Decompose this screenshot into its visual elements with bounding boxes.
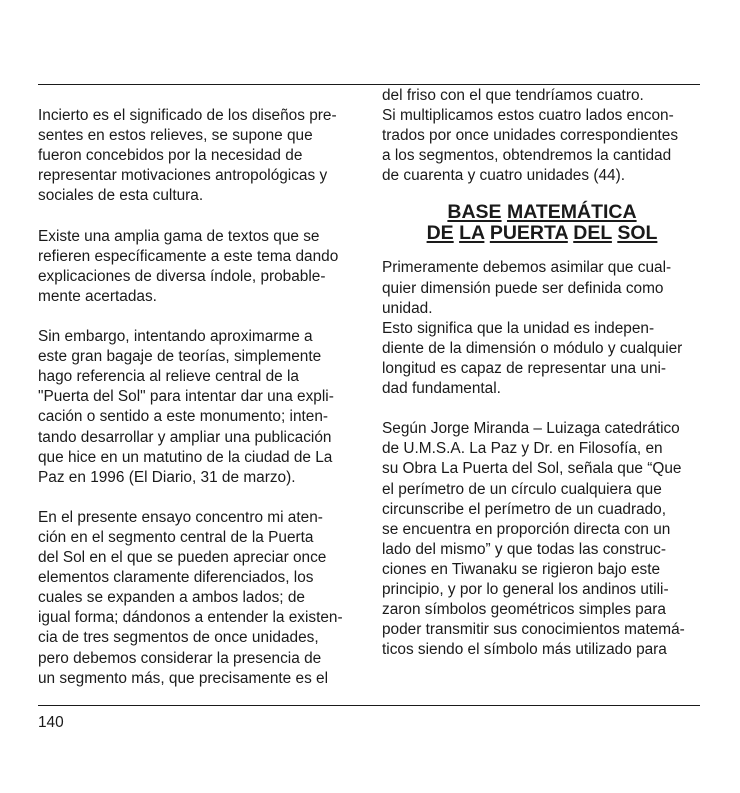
text-line: representar motivaciones antropológicas y — [38, 167, 328, 185]
page-number: 140 — [38, 714, 64, 731]
text-line: dad fundamental. — [382, 380, 501, 398]
text-line: a los segmentos, obtendremos la cantidad — [382, 147, 672, 165]
heading-word: SOL — [617, 222, 658, 245]
heading-word: DEL — [573, 222, 612, 245]
text-line: Si multiplicamos estos cuatro lados encon- — [382, 107, 674, 125]
paragraph — [382, 419, 702, 660]
text-line: igual forma; dándonos a entender la existen- — [38, 609, 343, 627]
text-line: sentes en estos relieves, se supone que — [38, 127, 313, 145]
paragraph — [38, 106, 358, 206]
paragraph — [382, 86, 702, 186]
text-line: "Puerta del Sol" para intentar dar una expli- — [38, 388, 334, 406]
right-column — [382, 86, 702, 660]
section-heading — [382, 202, 702, 244]
text-line: ticos siendo el símbolo más utilizado para — [382, 641, 667, 659]
heading-line — [382, 202, 702, 223]
heading-word: PUERTA — [489, 222, 568, 245]
text-line: longitud es capaz de representar una uni- — [382, 359, 667, 377]
text-line: circunscribe el perímetro de un cuadrado, — [382, 500, 667, 518]
heading-word: MATEMÁTICA — [506, 201, 637, 224]
text-line: poder transmitir sus conocimientos matemá- — [382, 621, 685, 639]
paragraph — [38, 327, 358, 488]
text-line: el perímetro de un círculo cualquiera que — [382, 480, 662, 498]
text-line: cuales se expanden a ambos lados; de — [38, 589, 305, 607]
text-line: tando desarrollar y ampliar una publicación — [38, 428, 332, 446]
heading-word: BASE — [447, 201, 502, 224]
text-line: del friso con el que tendríamos cuatro. — [382, 87, 644, 104]
heading-word: DE — [426, 222, 454, 245]
text-line: En el presente ensayo concentro mi aten- — [38, 508, 323, 526]
text-line: unidad. — [382, 299, 433, 317]
text-line: mente acertadas. — [38, 287, 157, 305]
text-line: su Obra La Puerta del Sol, señala que “Que — [382, 460, 682, 478]
text-line: explicaciones de diversa índole, probable- — [38, 267, 326, 285]
text-line: elementos claramente diferenciados, los — [38, 569, 314, 587]
text-line: zaron símbolos geométricos simples para — [382, 601, 666, 619]
text-line: sociales de esta cultura. — [38, 187, 204, 205]
heading-line — [382, 223, 702, 244]
paragraph — [38, 508, 358, 689]
text-line: quier dimensión puede ser definida como — [382, 279, 664, 297]
text-line: que hice en un matutino de la ciudad de La — [38, 448, 333, 466]
text-line: principio, y por lo general los andinos utili- — [382, 580, 669, 598]
text-line: Sin embargo, intentando aproximarme a — [38, 328, 313, 346]
top-rule — [38, 84, 700, 85]
text-line: se encuentra en proporción directa con un — [382, 520, 671, 538]
text-line: de U.M.S.A. La Paz y Dr. en Filosofía, en — [382, 440, 663, 458]
heading-word: LA — [459, 222, 485, 245]
text-line: ción en el segmento central de la Puerta — [38, 528, 314, 546]
text-line: pero debemos considerar la presencia de — [38, 649, 322, 667]
text-line: Primeramente debemos asimilar que cual- — [382, 259, 672, 277]
text-line: un segmento más, que precisamente es el — [38, 669, 329, 687]
text-line: ciones en Tiwanaku se rigieron bajo este — [382, 560, 661, 578]
text-line: cación o sentido a este monumento; inten- — [38, 408, 329, 426]
text-line: refieren específicamente a este tema dando — [38, 247, 339, 265]
text-line: Incierto es el significado de los diseños pre- — [38, 107, 337, 124]
text-line: del Sol en el que se pueden apreciar once — [38, 549, 327, 567]
text-line: de cuarenta y cuatro unidades (44). — [382, 167, 625, 185]
text-line: diente de la dimensión o módulo y cualquier — [382, 339, 683, 357]
paragraph — [382, 258, 702, 399]
left-column — [38, 106, 358, 689]
text-line: Según Jorge Miranda – Luizaga catedrático — [382, 420, 680, 438]
text-line: Existe una amplia gama de textos que se — [38, 227, 320, 245]
text-line: Paz en 1996 (El Diario, 31 de marzo). — [38, 468, 296, 486]
text-line: cia de tres segmentos de once unidades, — [38, 629, 319, 647]
text-line: lado del mismo” y que todas las construc- — [382, 540, 666, 558]
text-line: fueron concebidos por la necesidad de — [38, 147, 303, 165]
text-line: hago referencia al relieve central de la — [38, 368, 299, 386]
text-line: este gran bagaje de teorías, simplemente — [38, 348, 322, 366]
paragraph — [38, 227, 358, 307]
text-line: trados por once unidades correspondientes — [382, 127, 679, 145]
text-line: Esto significa que la unidad es indepen- — [382, 319, 655, 337]
bottom-rule — [38, 705, 700, 706]
